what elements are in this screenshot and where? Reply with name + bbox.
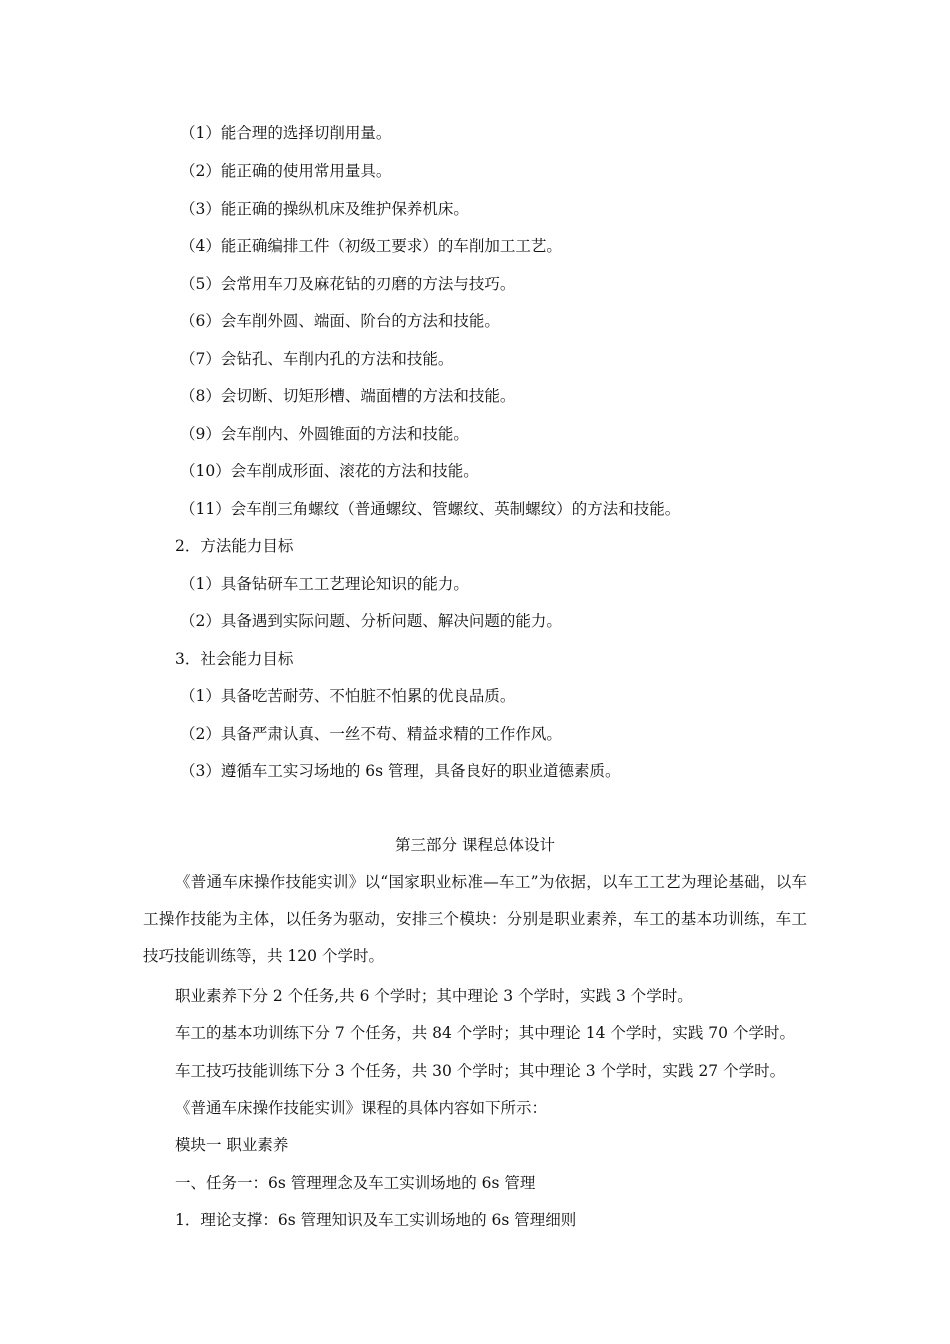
objective-2: （2）能正确的使用常用量具。: [180, 162, 392, 180]
theory-support-line: 1．理论支撑：6s 管理知识及车工实训场地的 6s 管理细则: [175, 1211, 577, 1229]
social-item-3: （3）遵循车工实习场地的 6s 管理，具备良好的职业道德素质。: [180, 762, 621, 780]
section-title: 第三部分 课程总体设计: [395, 836, 555, 854]
objective-9: （9）会车削内、外圆锥面的方法和技能。: [180, 425, 469, 443]
method-item-2: （2）具备遇到实际问题、分析问题、解决问题的能力。: [180, 612, 562, 630]
objective-1: （1）能合理的选择切削用量。: [180, 124, 392, 142]
objective-3: （3）能正确的操纵机床及维护保养机床。: [180, 200, 469, 218]
module-summary-2: 车工的基本功训练下分 7 个任务，共 84 个学时；其中理论 14 个学时，实践 70 个学时。: [175, 1024, 795, 1042]
social-item-2: （2）具备严肃认真、一丝不苟、精益求精的工作作风。: [180, 725, 562, 743]
task-heading: 一、任务一：6s 管理理念及车工实训场地的 6s 管理: [175, 1174, 536, 1192]
method-item-1: （1）具备钻研车工工艺理论知识的能力。: [180, 575, 469, 593]
objective-7: （7）会钻孔、车削内孔的方法和技能。: [180, 350, 454, 368]
objective-6: （6）会车削外圆、端面、阶台的方法和技能。: [180, 312, 500, 330]
objective-8: （8）会切断、切矩形槽、端面槽的方法和技能。: [180, 387, 516, 405]
social-item-1: （1）具备吃苦耐劳、不怕脏不怕累的优良品质。: [180, 687, 516, 705]
social-heading: 3．社会能力目标: [175, 650, 294, 668]
course-content-intro: 《普通车床操作技能实训》课程的具体内容如下所示：: [175, 1099, 548, 1117]
objective-5: （5）会常用车刀及麻花钻的刃磨的方法与技巧。: [180, 275, 516, 293]
module-heading: 模块一 职业素养: [175, 1136, 289, 1154]
module-summary-1: 职业素养下分 2 个任务,共 6 个学时；其中理论 3 个学时，实践 3 个学时。: [175, 987, 693, 1005]
module-summary-3: 车工技巧技能训练下分 3 个任务，共 30 个学时；其中理论 3 个学时，实践 27 个学时。: [175, 1062, 786, 1080]
method-heading: 2．方法能力目标: [175, 537, 294, 555]
intro-paragraph: 《普通车床操作技能实训》以“国家职业标准—车工”为依据，以车工工艺为理论基础，以车工操作技能为主体，以任务为驱动，安排三个模块：分别是职业素养，车工的基本功训练，车工技巧技能训练等，共 120 个学时。: [143, 873, 807, 965]
objective-11: （11）会车削三角螺纹（普通螺纹、管螺纹、英制螺纹）的方法和技能。: [180, 500, 681, 518]
objective-10: （10）会车削成形面、滚花的方法和技能。: [180, 462, 479, 480]
objective-4: （4）能正确编排工件（初级工要求）的车削加工工艺。: [180, 237, 562, 255]
